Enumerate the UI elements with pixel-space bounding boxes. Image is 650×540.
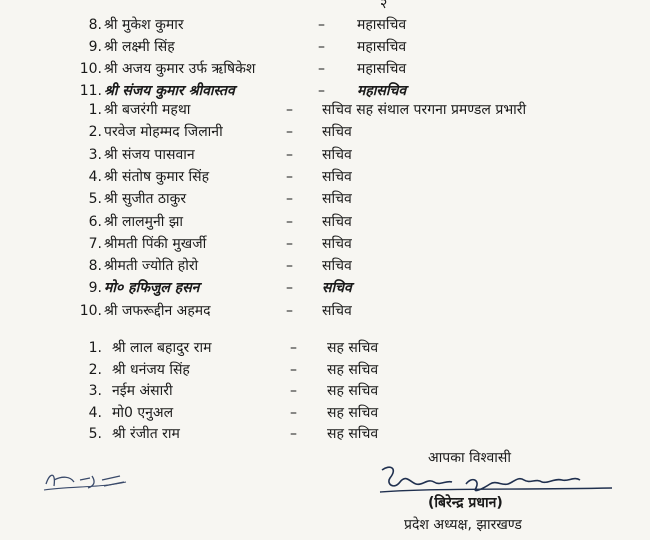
member-name: श्री जफरूद्दीन अहमद <box>104 302 211 319</box>
item-number: 10. <box>79 61 102 77</box>
member-name: श्री बजरंगी महथा <box>104 102 191 118</box>
separator-dash: – <box>290 361 297 378</box>
separator-dash: – <box>318 17 325 33</box>
member-post: सचिव <box>322 235 352 252</box>
separator-dash: – <box>286 302 293 319</box>
member-name: श्री लाल बहादुर राम <box>112 340 212 356</box>
member-post: सचिव <box>322 146 352 163</box>
separator-dash: – <box>286 258 293 275</box>
item-number: 10. <box>79 302 102 319</box>
member-name: श्री संजय पासवान <box>104 146 195 163</box>
separator-dash: – <box>286 146 293 163</box>
member-name: मो0 एनुअल <box>112 404 174 421</box>
signatory-designation: प्रदेश अध्यक्ष, झारखण्ड <box>404 517 522 533</box>
member-post: महासचिव <box>357 61 407 77</box>
item-number: 5. <box>88 191 102 208</box>
member-post: महासचिव <box>357 17 407 33</box>
member-name: श्री अजय कुमार उर्फ ऋषिकेश <box>104 61 256 77</box>
member-name: श्री संतोष कुमार सिंह <box>104 168 210 185</box>
item-number: 3. <box>88 146 102 163</box>
separator-dash: – <box>290 404 297 421</box>
member-post: सह सचिव <box>327 340 379 356</box>
member-post: सह सचिव <box>327 426 379 442</box>
separator-dash: – <box>290 383 297 399</box>
member-name: परवेज मोहम्मद जिलानी <box>104 124 223 141</box>
member-name: श्री रंजीत राम <box>112 426 180 442</box>
separator-dash: – <box>290 340 297 356</box>
signatory-name: (बिरेन्द्र प्रधान) <box>428 495 503 511</box>
item-number: 4. <box>88 168 102 185</box>
member-name: श्रीमती ज्योति होरो <box>104 258 199 275</box>
member-name: श्री मुकेश कुमार <box>104 17 184 33</box>
member-post: सह सचिव <box>327 361 379 378</box>
member-post: सचिव <box>322 124 352 141</box>
item-number: 7. <box>88 235 102 252</box>
member-name: श्री लक्ष्मी सिंह <box>104 39 175 55</box>
item-number: 11. <box>79 83 102 99</box>
separator-dash: – <box>318 39 325 55</box>
member-name: मो० हफिजुल हसन <box>104 280 200 297</box>
separator-dash: – <box>286 280 293 297</box>
separator-dash: – <box>286 168 293 185</box>
separator-dash: – <box>286 124 293 141</box>
closing-yours: आपका विश्वासी <box>428 450 511 466</box>
member-post: सचिव <box>322 280 352 297</box>
item-number: 3. <box>88 383 102 399</box>
separator-dash: – <box>286 235 293 252</box>
member-post: सह सचिव <box>327 383 379 399</box>
member-name: श्री सुजीत ठाकुर <box>104 191 187 208</box>
item-number: 5. <box>88 426 102 442</box>
member-name: श्री धनंजय सिंह <box>112 361 190 378</box>
member-post: महासचिव <box>357 39 407 55</box>
member-post: सचिव <box>322 258 352 275</box>
item-number: 6. <box>88 213 102 230</box>
member-post: सचिव <box>322 191 352 208</box>
member-post: सचिव <box>322 213 352 230</box>
page-mark: २ <box>380 0 388 12</box>
item-number: 9. <box>88 39 102 55</box>
separator-dash: – <box>286 213 293 230</box>
item-number: 9. <box>88 280 102 297</box>
item-number: 8. <box>88 258 102 275</box>
item-number: 1. <box>88 340 102 356</box>
member-name: श्री संजय कुमार श्रीवास्तव <box>104 83 235 99</box>
separator-dash: – <box>286 102 293 118</box>
member-post: सचिव सह संथाल परगना प्रमण्डल प्रभारी <box>322 102 527 118</box>
item-number: 4. <box>88 404 102 421</box>
member-name: श्री लालमुनी झा <box>104 213 184 230</box>
member-post: सह सचिव <box>327 404 379 421</box>
separator-dash: – <box>290 426 297 442</box>
member-post: महासचिव <box>357 83 407 99</box>
separator-dash: – <box>318 61 325 77</box>
item-number: 2. <box>88 361 102 378</box>
member-name: नईम अंसारी <box>112 383 173 399</box>
item-number: 1. <box>88 102 102 118</box>
member-post: सचिव <box>322 302 352 319</box>
item-number: 8. <box>88 17 102 33</box>
member-post: सचिव <box>322 168 352 185</box>
handwritten-note-mark <box>40 462 130 498</box>
item-number: 2. <box>88 124 102 141</box>
separator-dash: – <box>286 191 293 208</box>
separator-dash: – <box>318 83 325 99</box>
member-name: श्रीमती पिंकी मुखर्जी <box>104 235 207 252</box>
